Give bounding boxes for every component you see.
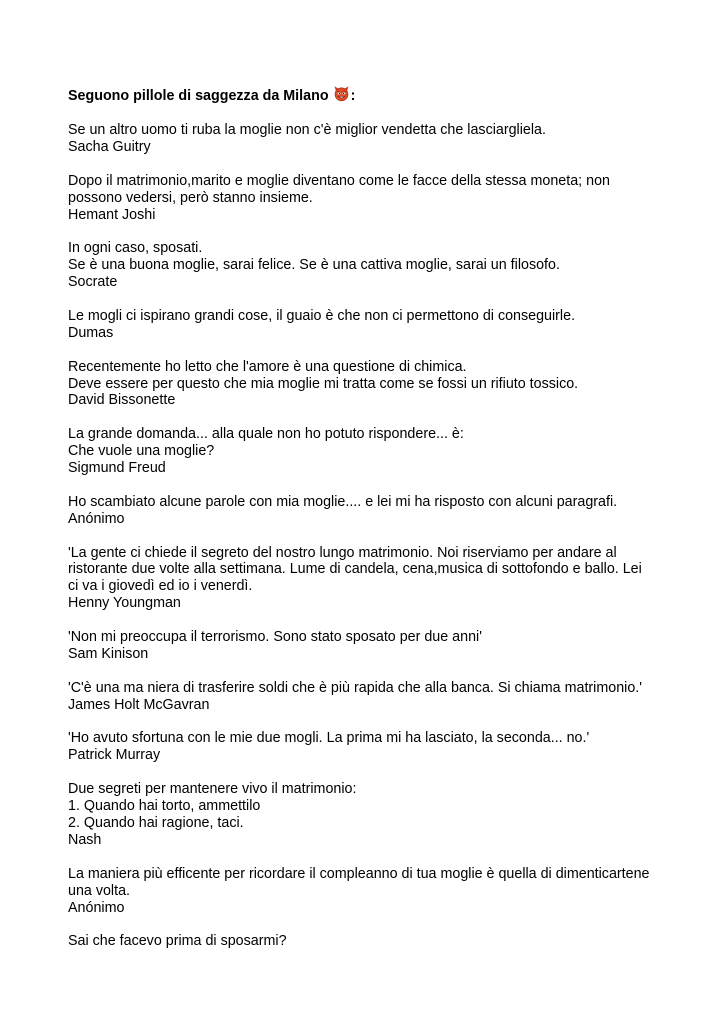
quote-author: Sam Kinison [68, 645, 149, 662]
quote-list [68, 122, 668, 950]
document-page [68, 88, 668, 967]
quote-author: Nash [68, 831, 102, 848]
quote-author: Henny Youngman [68, 595, 181, 612]
title-text: Seguono pillole di saggezza da Milano [68, 88, 329, 105]
quote-block [68, 359, 668, 410]
quote-author: Patrick Murray [68, 747, 161, 764]
quote-author: Hemant Joshi [68, 206, 156, 223]
quote-text-line: Deve essere per questo che mia moglie mi tratta come se fossi un rifiuto tossico. [68, 375, 579, 392]
quote-block [68, 680, 668, 714]
quote-text-line: In ogni caso, sposati. [68, 240, 203, 257]
quote-text-line: La grande domanda... alla quale non ho potuto rispondere... è: [68, 426, 464, 443]
quote-text-line: Se è una buona moglie, sarai felice. Se è una cattiva moglie, sarai un filosofo. [68, 257, 560, 274]
quote-author: Anónimo [68, 510, 125, 527]
quote-author: Sigmund Freud [68, 460, 166, 477]
quote-text-line: Recentemente ho letto che l'amore è una questione di chimica. [68, 358, 467, 375]
quote-text-line: 'La gente ci chiede il segreto del nostro lungo matrimonio. Noi riserviamo per andare al [68, 544, 617, 561]
quote-text-line: 'Non mi preoccupa il terrorismo. Sono stato sposato per due anni' [68, 629, 482, 646]
quote-author: Dumas [68, 324, 114, 341]
quote-text-line: 2. Quando hai ragione, taci. [68, 814, 244, 831]
quote-block [68, 308, 668, 342]
quote-block [68, 426, 668, 477]
quote-text-line: una volta. [68, 882, 130, 899]
quote-block [68, 494, 668, 528]
quote-text-line: Ho scambiato alcune parole con mia moglie.... e lei mi ha risposto con alcuni paragrafi. [68, 493, 618, 510]
quote-author: Sacha Guitry [68, 138, 151, 155]
quote-block [68, 240, 668, 291]
quote-author: Anónimo [68, 899, 125, 916]
quote-text-line: Che vuole una moglie? [68, 443, 215, 460]
page-title [68, 88, 668, 105]
quote-author: David Bissonette [68, 392, 176, 409]
title-suffix: : [350, 88, 356, 105]
quote-author: Socrate [68, 274, 118, 291]
quote-block [68, 122, 668, 156]
quote-text-line: 'Ho avuto sfortuna con le mie due mogli. La prima mi ha lasciato, la seconda... no.' [68, 730, 590, 747]
quote-block [68, 933, 668, 950]
quote-text-line: possono vedersi, però stanno insieme. [68, 189, 313, 206]
quote-text-line: Se un altro uomo ti ruba la moglie non c'è miglior vendetta che lasciargliela. [68, 122, 546, 138]
quote-text-line: Dopo il matrimonio,marito e moglie diventano come le facce della stessa moneta; non [68, 172, 610, 189]
quote-block [68, 545, 668, 613]
quote-text-line: 1. Quando hai torto, ammettilo [68, 798, 261, 815]
quote-block [68, 781, 668, 849]
quote-block [68, 173, 668, 224]
quote-text-line: Due segreti per mantenere vivo il matrimonio: [68, 781, 357, 798]
quote-text-line: Sai che facevo prima di sposarmi? [68, 933, 287, 950]
quote-text-line: 'C'è una ma niera di trasferire soldi che è più rapida che alla banca. Si chiama matrimonio.' [68, 679, 642, 696]
quote-block [68, 730, 668, 764]
quote-block [68, 866, 668, 917]
quote-author: James Holt McGavran [68, 696, 210, 713]
devil-emoji-icon [333, 85, 350, 102]
quote-text-line: ci va i giovedì ed io i venerdì. [68, 578, 253, 595]
quote-text-line: La maniera più efficente per ricordare il compleanno di tua moglie è quella di dimenticartene [68, 865, 650, 882]
quote-block [68, 629, 668, 663]
quote-text-line: ristorante due volte alla settimana. Lume di candela, cena,musica di sottofondo e ballo. Lei [68, 561, 642, 578]
quote-text-line: Le mogli ci ispirano grandi cose, il guaio è che non ci permettono di conseguirle. [68, 307, 576, 324]
